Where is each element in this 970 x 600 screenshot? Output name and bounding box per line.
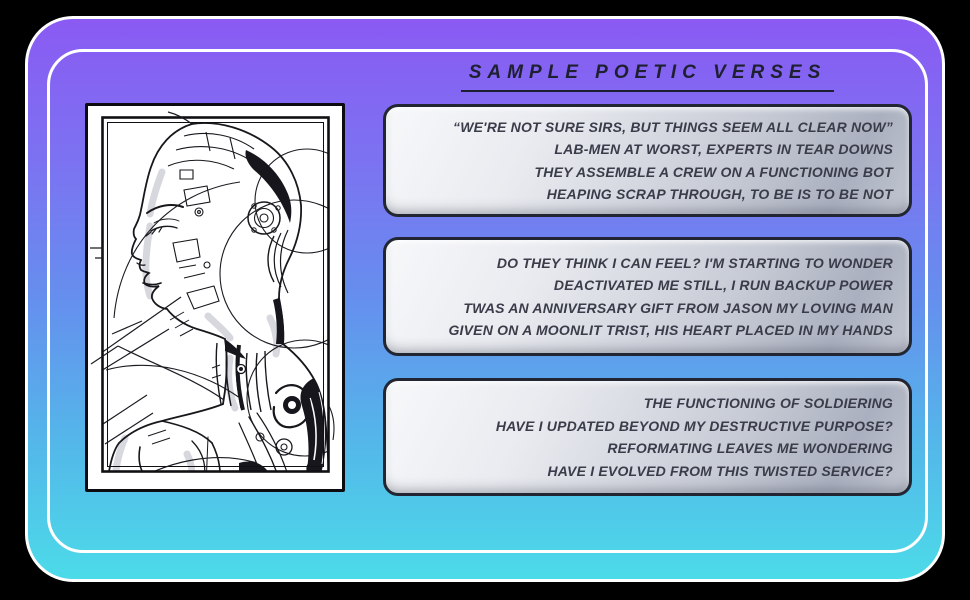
verse-line: DEACTIVATED ME STILL, I RUN BACKUP POWER	[553, 277, 893, 293]
artwork-card	[85, 103, 345, 492]
verse-line: REFORMATING LEAVES ME WONDERING	[607, 440, 893, 456]
verse-line: HEAPING SCRAP THROUGH, TO BE IS TO BE NOT	[546, 186, 893, 202]
page-title	[383, 62, 912, 92]
verse-line: LAB-MEN AT WORST, EXPERTS IN TEAR DOWNS	[554, 141, 893, 157]
page-title-text: SAMPLE POETIC VERSES	[461, 62, 835, 92]
verse-line: GIVEN ON A MOONLIT TRIST, HIS HEART PLACED IN MY HANDS	[448, 322, 893, 338]
verse-line: TWAS AN ANNIVERSARY GIFT FROM JASON MY LOVING MAN	[463, 299, 893, 316]
verse-panel-2	[383, 237, 912, 356]
verse-line: HAVE I UPDATED BEYOND MY DESTRUCTIVE PURPOSE?	[495, 417, 893, 434]
verse-line: “WE'RE NOT SURE SIRS, BUT THINGS SEEM ALL CLEAR NOW”	[453, 118, 893, 135]
verse-line: DO THEY THINK I CAN FEEL? I'M STARTING TO WONDER	[496, 254, 893, 271]
verse-panel-3	[383, 378, 912, 496]
verse-line: HAVE I EVOLVED FROM THIS TWISTED SERVICE?	[547, 462, 893, 479]
cyborg-line-art-illustration	[88, 106, 342, 489]
verse-panel-1	[383, 104, 912, 217]
verse-line: THEY ASSEMBLE A CREW ON A FUNCTIONING BOT	[534, 163, 893, 180]
verse-line: THE FUNCTIONING OF SOLDIERING	[643, 395, 893, 411]
